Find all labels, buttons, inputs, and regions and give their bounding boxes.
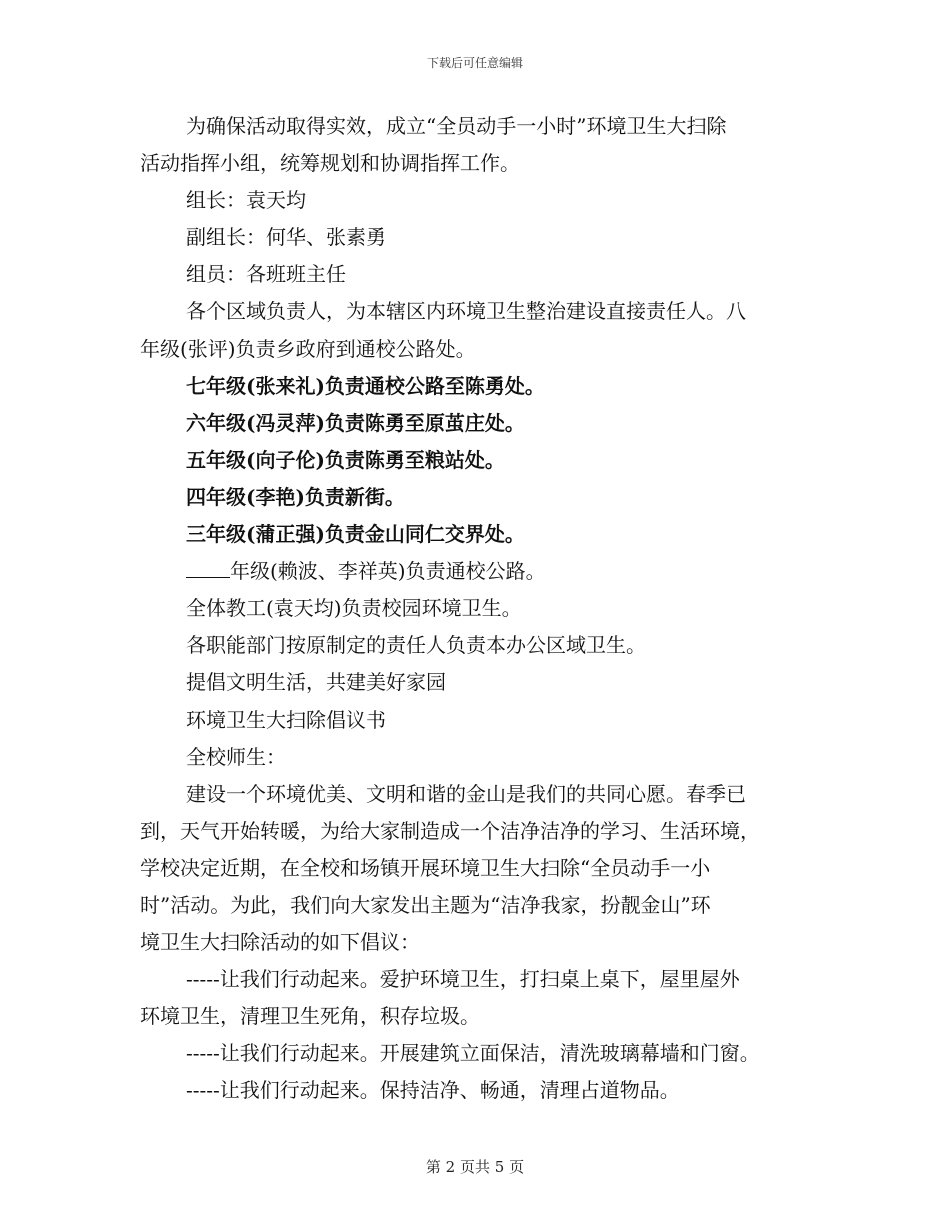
text-line bbox=[140, 219, 830, 256]
text-line-content: 境卫生大扫除活动的如下倡议： bbox=[140, 930, 420, 955]
text-line-content: 年级(张评)负责乡政府到通校公路处。 bbox=[140, 336, 476, 361]
text-line-content: 时”活动。为此，我们向大家发出主题为“洁净我家，扮靓金山”环 bbox=[140, 892, 711, 917]
text-line bbox=[140, 479, 830, 516]
text-line-content: -----让我们行动起来。爱护环境卫生，打扫桌上桌下，屋里屋外 bbox=[186, 967, 740, 992]
text-line bbox=[140, 553, 830, 590]
text-line bbox=[140, 813, 830, 850]
text-line-content: 四年级(李艳)负责新街。 bbox=[186, 484, 405, 509]
text-line-content: 副组长：何华、张素勇 bbox=[186, 225, 386, 250]
text-line bbox=[140, 664, 830, 701]
text-line bbox=[140, 108, 830, 145]
fill-in-blank bbox=[186, 559, 230, 578]
text-line-content: 到，天气开始转暖，为给大家制造成一个洁净洁净的学习、生活环境， bbox=[140, 818, 760, 843]
page-footer: 第 2 页共 5 页 bbox=[425, 1158, 525, 1176]
text-line-content: 活动指挥小组，统筹规划和协调指挥工作。 bbox=[140, 151, 520, 176]
text-line bbox=[140, 293, 830, 330]
text-line-content: 环境卫生大扫除倡议书 bbox=[186, 707, 386, 732]
text-line bbox=[140, 1072, 830, 1109]
text-line-content: -----让我们行动起来。保持洁净、畅通，清理占道物品。 bbox=[186, 1078, 680, 1103]
page-header: 下载后可任意编辑 bbox=[426, 56, 523, 70]
text-line bbox=[140, 590, 830, 627]
text-line bbox=[140, 516, 830, 553]
text-line-content: 为确保活动取得实效，成立“全员动手一小时”环境卫生大扫除 bbox=[186, 114, 727, 138]
text-line-content: 各职能部门按原制定的责任人负责本办公区域卫生。 bbox=[186, 633, 646, 658]
text-line bbox=[140, 182, 830, 219]
text-line bbox=[140, 405, 830, 442]
text-line bbox=[140, 887, 830, 924]
text-line bbox=[140, 145, 830, 182]
document-body bbox=[140, 108, 830, 1110]
text-line bbox=[140, 331, 830, 368]
text-line bbox=[140, 739, 830, 776]
text-line-content: 全体教工(袁天均)负责校园环境卫生。 bbox=[186, 596, 522, 621]
text-line-content: 七年级(张来礼)负责通校公路至陈勇处。 bbox=[186, 373, 545, 398]
text-line-content: 五年级(向子伦)负责陈勇至粮站处。 bbox=[186, 447, 505, 472]
text-line-content: 环境卫生，清理卫生死角，积存垃圾。 bbox=[140, 1004, 480, 1029]
text-line bbox=[140, 627, 830, 664]
text-line-content: 组员：各班班主任 bbox=[186, 262, 346, 287]
text-line-content: 提倡文明生活，共建美好家园 bbox=[186, 670, 446, 695]
text-line bbox=[140, 850, 830, 887]
text-line bbox=[140, 776, 830, 813]
text-line-content: 年级(赖波、李祥英)负责通校公路。 bbox=[230, 559, 546, 584]
text-line-content: 建设一个环境优美、文明和谐的金山是我们的共同心愿。春季已 bbox=[186, 781, 746, 806]
text-line bbox=[140, 368, 830, 405]
text-line bbox=[140, 961, 830, 998]
text-line bbox=[140, 998, 830, 1035]
text-line-content: 组长：袁天均 bbox=[186, 188, 306, 213]
text-line bbox=[140, 924, 830, 961]
text-line bbox=[140, 702, 830, 739]
text-line-content: 各个区域负责人，为本辖区内环境卫生整治建设直接责任人。八 bbox=[186, 299, 746, 324]
text-line-content: 三年级(蒲正强)负责金山同仁交界处。 bbox=[186, 522, 525, 547]
text-line bbox=[140, 256, 830, 293]
text-line-content: 学校决定近期，在全校和场镇开展环境卫生大扫除“全员动手一小 bbox=[140, 855, 711, 880]
text-line-content: 全校师生： bbox=[186, 744, 286, 769]
text-line-content: -----让我们行动起来。开展建筑立面保洁，清洗玻璃幕墙和门窗。 bbox=[186, 1041, 760, 1066]
text-line bbox=[140, 442, 830, 479]
text-line bbox=[140, 1035, 830, 1072]
text-line-content: 六年级(冯灵萍)负责陈勇至原茧庄处。 bbox=[186, 410, 525, 435]
